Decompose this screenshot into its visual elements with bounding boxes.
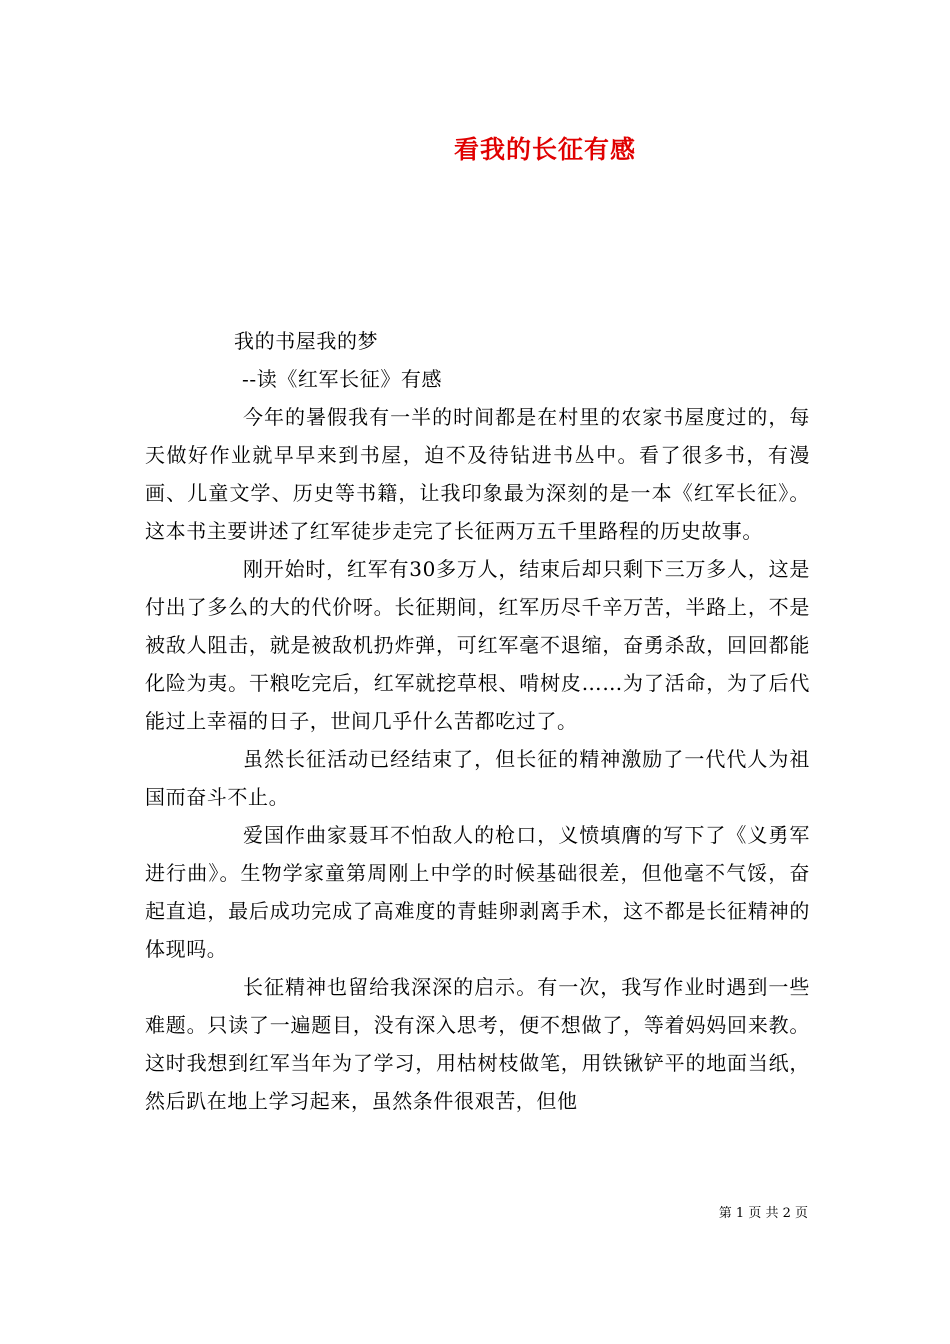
paragraph: 爱国作曲家聂耳不怕敌人的枪口，义愤填膺的写下了《义勇军进行曲》。生物学家童第周刚上中学的时候基础很差，但他毫不气馁，奋起直追，最后成功完成了高难度的青蛙卵剥离手术，这不都是长征精神的体现吗。 bbox=[145, 823, 810, 961]
paragraph: 刚开始时，红军有30多万人，结束后却只剩下三万多人，这是付出了多么的大的代价呀。长征期间，红军历尽千辛万苦，半路上，不是被敌人阻击，就是被敌机扔炸弹，可红军毫不退缩，奋勇杀敌，回回都能化险为夷。干粮吃完后，红军就挖草根、啃树皮……为了活命，为了后代能过上幸福的日子，世间几乎什么苦都吃过了。 bbox=[145, 557, 810, 733]
page-title: 看我的长征有感 bbox=[453, 135, 636, 164]
article-heading: 我的书屋我的梦 bbox=[234, 329, 379, 353]
page-number: 第 1 页 共 2 页 bbox=[718, 1206, 808, 1221]
paragraph: 虽然长征活动已经结束了，但长征的精神激励了一代代人为祖国而奋斗不止。 bbox=[145, 747, 810, 809]
article-subheading: --读《红军长征》有感 bbox=[242, 367, 443, 391]
paragraph: 今年的暑假我有一半的时间都是在村里的农家书屋度过的，每天做好作业就早早来到书屋，迫不及待钻进书丛中。看了很多书，有漫画、儿童文学、历史等书籍，让我印象最为深刻的是一本《红军长征》。这本书主要讲述了红军徒步走完了长征两万五千里路程的历史故事。 bbox=[145, 405, 810, 543]
paragraph: 长征精神也留给我深深的启示。有一次，我写作业时遇到一些难题。只读了一遍题目，没有深入思考，便不想做了，等着妈妈回来教。这时我想到红军当年为了学习，用枯树枝做笔，用铁锹铲平的地面当纸，然后趴在地上学习起来，虽然条件很艰苦，但他 bbox=[145, 975, 810, 1113]
document-body bbox=[145, 322, 810, 1120]
